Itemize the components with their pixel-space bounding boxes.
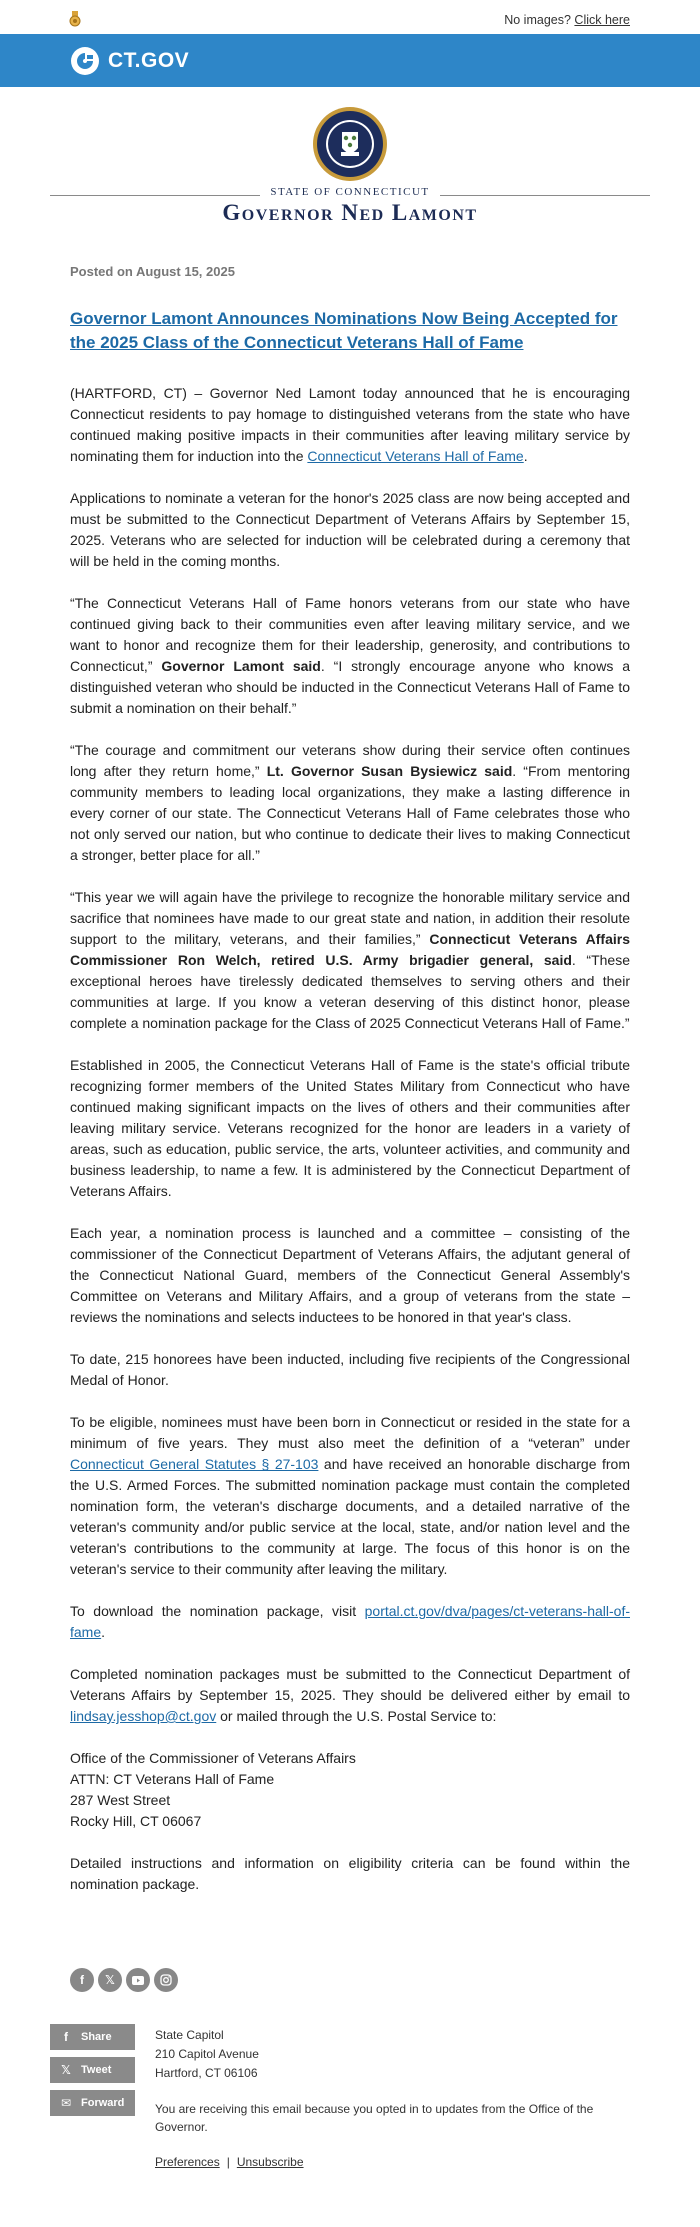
social-links <box>70 1968 178 1992</box>
paragraph-6: Established in 2005, the Connecticut Veterans Hall of Fame is the state's official tribute recognizing former members of the United States Military from Connecticut who have continued making significant impacts on the lives of others and their communities after leaving military service. Veterans recognized for the honor are leaders in a variety of areas, such as education, public service, the arts, volunteer activities, and community and business leadership, to name a few. It is administered by the Connecticut Department of Veterans Affairs. <box>70 1057 630 1199</box>
paragraph-8: To date, 215 honorees have been inducted, including five recipients of the Congressional Medal of Honor. <box>70 1351 630 1388</box>
paragraph-2: Applications to nominate a veteran for the honor's 2025 class are now being accepted and must be submitted to the Connecticut Department of Veterans Affairs by September 15, 2025. Veterans who are selected for induction will be celebrated during a ceremony that will be held in the coming months. <box>70 490 630 569</box>
instagram-icon[interactable] <box>154 1968 178 1992</box>
hall-of-fame-link[interactable]: Connecticut Veterans Hall of Fame <box>307 448 524 464</box>
governor-title: Governor Ned Lamont <box>222 200 478 225</box>
p4-speaker: Lt. Governor Susan Bysiewicz said <box>266 763 513 779</box>
share-buttons <box>50 2024 135 2123</box>
p3-quote: “The Connecticut Veterans Hall of Fame honors veterans from our state who have continued giving back to their communities even after leaving military service, and we want to honor and recognize them for their leadership, generosity, and contributions to Connecticut,” <box>70 595 630 674</box>
facebook-icon[interactable]: f <box>70 1968 94 1992</box>
preferences-link[interactable]: Preferences <box>155 2155 220 2169</box>
p5-speaker: Connecticut Veterans Affairs Commissioner Ron Welch, retired U.S. Army brigadier general, said <box>70 931 631 968</box>
paragraph-9 <box>70 1412 630 1580</box>
p5-quote: “This year we will again have the privilege to recognize the honorable military service and sacrifice that nominees have made to our great state and nation, in addition their resolute support to the military, veterans, and their families,” <box>70 889 630 947</box>
x-share-icon: 𝕏 <box>61 2063 71 2077</box>
p4-quote-cont: . “From mentoring community members to leading local organizations, they make a lasting difference in every corner of our state. The Connecticut Veterans Hall of Fame celebrates those who not only served our nation, but who continue to dedicate their lives to making Connecticut a stronger, better place for all.” <box>70 763 630 863</box>
nomination-package-link[interactable]: portal.ct.gov/dva/pages/ct-veterans-hall-of-fame <box>70 1603 630 1640</box>
footer-separator: | <box>226 2155 230 2169</box>
x-icon[interactable]: 𝕏 <box>98 1968 122 1992</box>
share-label: Share <box>81 2031 112 2043</box>
tweet-button[interactable] <box>50 2057 135 2083</box>
share-button[interactable] <box>50 2024 135 2050</box>
paragraph-4 <box>70 740 630 866</box>
address-line: ATTN: CT Veterans Hall of Fame <box>70 1771 275 1787</box>
tweet-label: Tweet <box>81 2064 112 2076</box>
state-label: STATE OF CONNECTICUT <box>270 186 430 198</box>
ctgov-brand[interactable] <box>70 45 189 77</box>
headline <box>70 307 630 355</box>
p9-text-cont: and have received an honorable discharge from the U.S. Armed Forces. The submitted nomination package must contain the completed nomination form, the veteran's discharge documents, and a detailed narrative of the veteran's community and/or public service at the local, state, and/or nation level and the veteran's contributions to the community at large. The focus of this honor is on the veteran's service to their community after leaving the military. <box>70 1456 630 1577</box>
posted-date: Posted on August 15, 2025 <box>70 264 235 279</box>
footer-address-line: 210 Capitol Avenue <box>155 2047 259 2061</box>
envelope-icon: ✉ <box>60 2096 72 2110</box>
medal-icon <box>69 11 81 27</box>
p10-end: . <box>101 1624 106 1640</box>
p5-quote-cont: . “These exceptional heroes have tirelessly dedicated themselves to serving others and their communities at large. If you know a veteran deserving of this distinct honor, please complete a nomination package for the Class of 2025 Connecticut Veterans Hall of Fame.” <box>70 952 630 1031</box>
email-link[interactable]: lindsay.jesshop@ct.gov <box>70 1708 217 1724</box>
ctgov-brand-text: CT.GOV <box>108 49 190 72</box>
statutes-link[interactable]: Connecticut General Statutes § 27-103 <box>70 1456 319 1472</box>
p4-quote: “The courage and commitment our veterans show during their service often continues long after they return home,” <box>70 742 630 779</box>
paragraph-10 <box>70 1601 630 1643</box>
p1-text: (HARTFORD, CT) – Governor Ned Lamont today announced that he is encouraging Connecticut residents to pay homage to distinguished veterans from the state who have continued making positive impacts in their communities after leaving military service by nominating them for induction into the <box>70 385 630 464</box>
ctgov-banner <box>0 34 700 87</box>
paragraph-12: Detailed instructions and information on eligibility criteria can be found within the nomination package. <box>70 1855 630 1892</box>
p1-end: . <box>523 448 528 464</box>
paragraph-3 <box>70 593 630 719</box>
unsubscribe-link[interactable]: Unsubscribe <box>236 2155 304 2169</box>
ctgov-logo-icon <box>70 46 100 76</box>
paragraph-1 <box>70 383 630 467</box>
state-label-row <box>50 184 650 200</box>
no-images-text: No images? <box>504 13 571 27</box>
paragraph-5 <box>70 887 630 1034</box>
forward-button[interactable] <box>50 2090 135 2116</box>
no-images-notice <box>504 13 630 27</box>
p11-text: Completed nomination packages must be submitted to the Connecticut Department of Veterans Affairs by September 15, 2025. They should be delivered either by email to <box>70 1666 630 1703</box>
p3-quote-cont: . “I strongly encourage anyone who knows a distinguished veteran who should be inducted in the Connecticut Veterans Hall of Fame to submit a nomination on their behalf.” <box>70 658 631 716</box>
p3-speaker: Governor Lamont said <box>161 658 321 674</box>
paragraph-7: Each year, a nomination process is launched and a committee – consisting of the commissioner of the Connecticut Department of Veterans Affairs, the adjutant general of the Connecticut National Guard, members of the Connecticut General Assembly's Committee on Veterans and Military Affairs, and a group of veterans from the state – reviews the nominations and selects inductees to be honored in that year's class. <box>70 1225 630 1325</box>
footer-address <box>155 2026 625 2083</box>
paragraph-11 <box>70 1664 630 1727</box>
p10-text: To download the nomination package, visit <box>70 1603 365 1619</box>
p11-text-cont: or mailed through the U.S. Postal Service to: <box>216 1708 497 1724</box>
address-line: Office of the Commissioner of Veterans Affairs <box>70 1750 356 1766</box>
facebook-share-icon: f <box>64 2030 68 2044</box>
headline-link[interactable]: Governor Lamont Announces Nominations Now Being Accepted for the 2025 Class of the Connecticut Veterans Hall of Fame <box>70 309 618 352</box>
footer-address-line: Hartford, CT 06106 <box>155 2066 258 2080</box>
divider-right <box>440 195 650 196</box>
press-release <box>70 264 630 1916</box>
youtube-icon[interactable] <box>126 1968 150 1992</box>
top-bar <box>0 0 700 36</box>
footer-address-line: State Capitol <box>155 2028 224 2042</box>
mailing-address <box>70 1748 630 1832</box>
p9-text: To be eligible, nominees must have been born in Connecticut or resided in the state for a minimum of five years. They must also meet the definition of a “veteran” under <box>70 1414 630 1451</box>
state-seal-icon <box>312 106 388 182</box>
forward-label: Forward <box>81 2097 125 2109</box>
address-line: Rocky Hill, CT 06067 <box>70 1813 202 1829</box>
footer <box>155 2026 625 2172</box>
footer-links <box>155 2153 625 2172</box>
address-line: 287 West Street <box>70 1792 171 1808</box>
subscription-note: You are receiving this email because you opted in to updates from the Office of the Governor. <box>155 2102 594 2134</box>
click-here-link[interactable]: Click here <box>574 13 630 27</box>
